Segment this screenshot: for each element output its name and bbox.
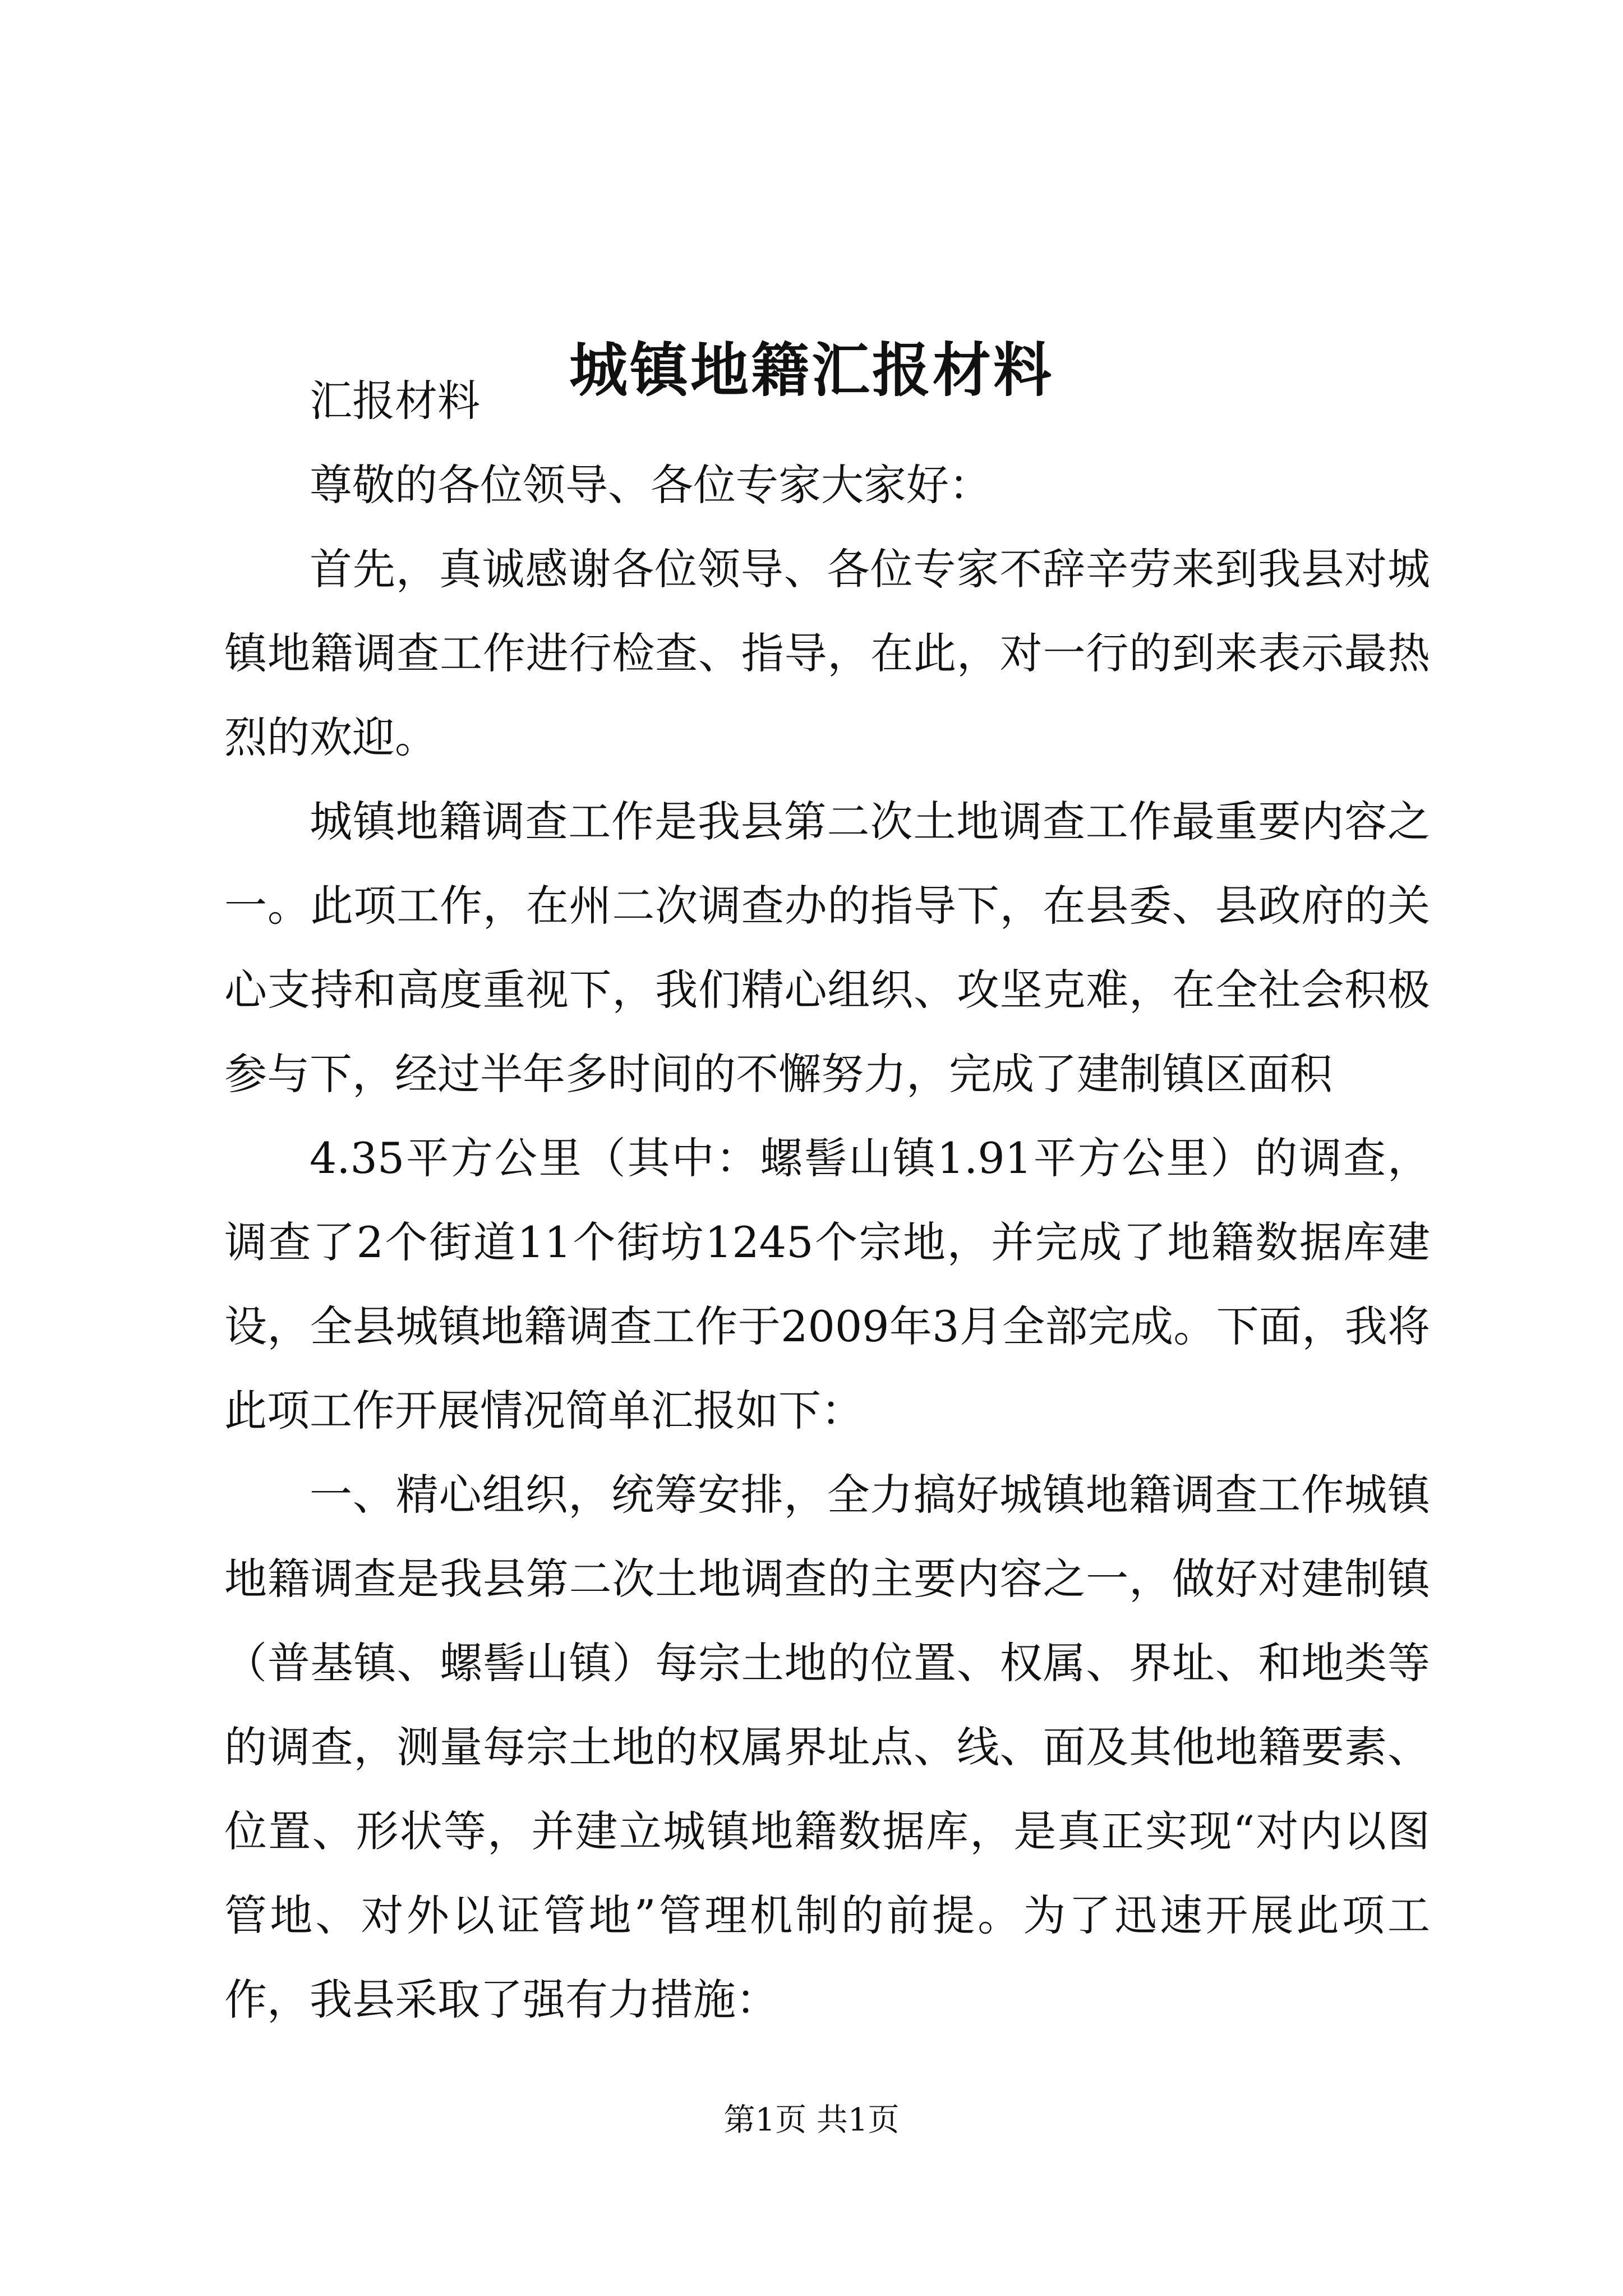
paragraph-overview: 城镇地籍调查工作是我县第二次土地调查工作最重要内容之一。此项工作，在州二次调查办的指导下，在县委、县政府的关心支持和高度重视下，我们精心组织、攻坚克难，在全社会积极参与下，经过半年多时间的不懈努力，完成了建制镇区面积 bbox=[224, 797, 1430, 1099]
document-body bbox=[224, 359, 1430, 2042]
paragraph-section-one: 一、精心组织，统筹安排，全力搞好城镇地籍调查工作城镇地籍调查是我县第二次土地调查的主要内容之一，做好对建制镇（普基镇、螺髻山镇）每宗土地的位置、权属、界址、和地类等的调查，测量每宗土地的权属界址点、线、面及其他地籍要素、位置、形状等，并建立城镇地籍数据库，是真正实现“对内以图管地、对外以证管地”管理机制的前提。为了迅速开展此项工作，我县采取了强有力措施： bbox=[224, 1470, 1430, 2024]
paragraph-welcome: 首先，真诚感谢各位领导、各位专家不辞辛劳来到我县对城镇地籍调查工作进行检查、指导，在此，对一行的到来表示最热烈的欢迎。 bbox=[224, 544, 1430, 762]
page-footer: 第1页 共1页 bbox=[723, 2102, 900, 2138]
document-title: 城镇地籍汇报材料 bbox=[569, 335, 1054, 404]
paragraph-salutation: 尊敬的各位领导、各位专家大家好： bbox=[310, 460, 992, 510]
paragraph-results: 4.35平方公里（其中：螺髻山镇1.91平方公里）的调查，调查了2个街道11个街坊1245个宗地，并完成了地籍数据库建设，全县城镇地籍调查工作于2009年3月全部完成。下面，我将此项工作开展情况简单汇报如下： bbox=[224, 1133, 1430, 1435]
paragraph-heading: 汇报材料 bbox=[310, 376, 480, 426]
